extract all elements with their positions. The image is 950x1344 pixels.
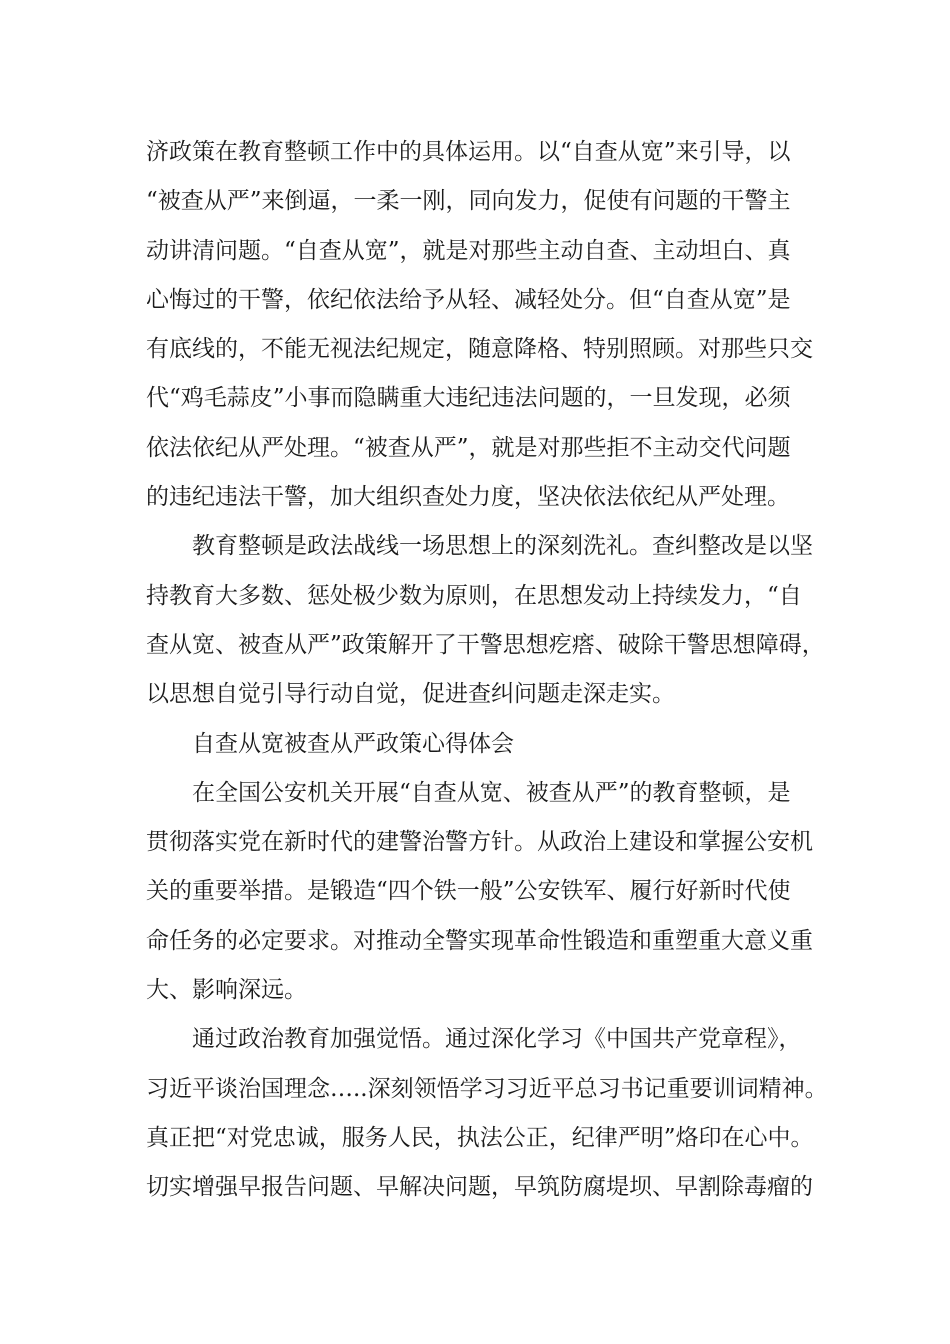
text-line: 济政策在教育整顿工作中的具体运用。以“自查从宽”来引导，以 <box>146 139 791 165</box>
paragraph-start-line: 教育整顿是政法战线一场思想上的深刻洗礼。查纠整改是以坚 <box>192 533 813 560</box>
paragraph-start-line: 通过政治教育加强觉悟。通过深化学习《中国共产党章程》， <box>192 1026 802 1053</box>
text-line: 持教育大多数、惩处极少数为原则，在思想发动上持续发力，“自 <box>146 582 802 609</box>
body-text <box>146 128 826 1213</box>
text-line: 代“鸡毛蒜皮”小事而隐瞒重大违纪违法问题的，一旦发现，必须 <box>146 385 791 412</box>
paragraph-start-line: 在全国公安机关开展“自查从宽、被查从严”的教育整顿，是 <box>192 779 791 806</box>
text-line: “被查从严”来倒逼，一柔一刚，同向发力，促使有问题的干警主 <box>146 188 791 215</box>
text-line: 查从宽、被查从严”政策解开了干警思想疙瘩、破除干警思想障碍， <box>146 631 825 658</box>
text-line: 依法依纪从严处理。“被查从严”，就是对那些拒不主动交代问题 <box>146 434 791 461</box>
text-line: 动讲清问题。“自查从宽”，就是对那些主动自查、主动坦白、真 <box>146 237 791 264</box>
text-line: 以思想自觉引导行动自觉，促进查纠问题走深走实。 <box>146 681 675 708</box>
text-line: 关的重要举措。是锻造“四个铁一般”公安铁军、履行好新时代使 <box>146 878 791 905</box>
section-title: 自查从宽被查从严政策心得体会 <box>192 730 514 757</box>
text-line: 真正把“对党忠诚，服务人民，执法公正，纪律严明”烙印在心中。 <box>146 1124 814 1151</box>
text-line: 切实增强早报告问题、早解决问题，早筑防腐堤坝、早割除毒瘤的 <box>146 1174 813 1201</box>
text-line: 大、影响深远。 <box>146 977 307 1004</box>
text-line: 的违纪违法干警，加大组织查处力度，坚决依法依纪从严处理。 <box>146 484 790 511</box>
text-line: 命任务的必定要求。对推动全警实现革命性锻造和重塑重大意义重 <box>146 927 813 954</box>
text-line: 贯彻落实党在新时代的建警治警方针。从政治上建设和掌握公安机 <box>146 829 813 856</box>
text-line: 心悔过的干警，依纪依法给予从轻、减轻处分。但“自查从宽”是 <box>146 286 791 313</box>
text-line: 习近平谈治国理念…..深刻领悟学习习近平总习书记重要训词精神。 <box>146 1075 828 1102</box>
text-line: 有底线的，不能无视法纪规定，随意降格、特别照顾。对那些只交 <box>146 336 813 363</box>
